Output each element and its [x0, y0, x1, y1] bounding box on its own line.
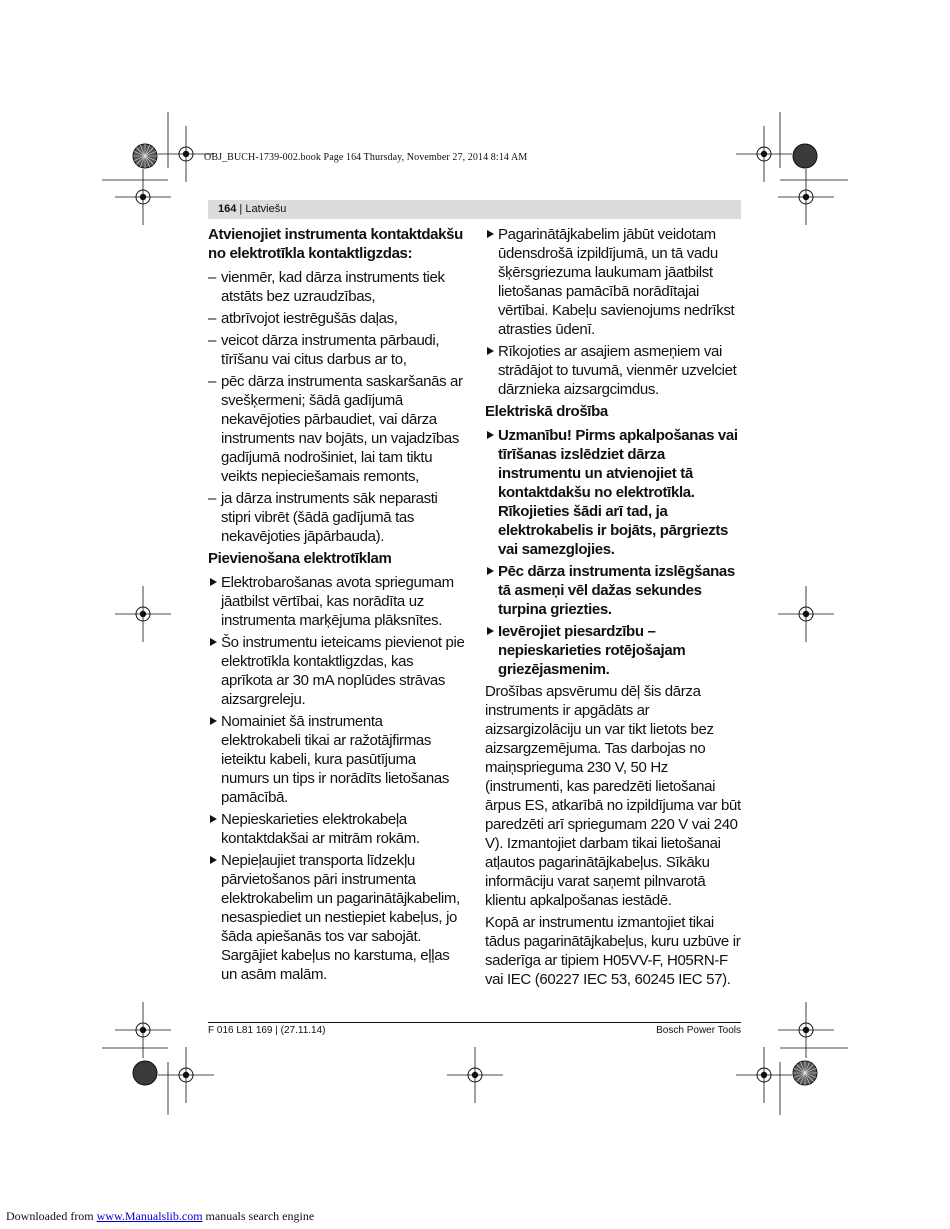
extension-cable-paragraph: Kopā ar instrumentu izmantojiet tikai tādus pagarinātājkabeļus, kuru uzbūve ir saderīga ar tipiem H05VV-F, H05RN-F vai IEC (60227 IEC 53, 60245 IEC 57). [485, 914, 741, 988]
download-prefix: Downloaded from [6, 1209, 97, 1223]
mains-item: Nomainiet šā instrumenta elektrokabeli tikai ar ražotājfirmas ieteiktu kabeli, kura pasūtījuma numurs un tips ir norādīts lietošanas pamācībā. [208, 712, 466, 807]
mains-item: Elektrobarošanas avota spriegumam jāatbilst vērtībai, kas norādīta uz instrumenta marķējuma plāksnītes. [208, 573, 466, 630]
disconnect-item: – vienmēr, kad dārza instruments tiek atstāts bez uzraudzības, [208, 268, 466, 306]
mains-item: Nepieļaujiet transporta līdzekļu pārvietošanos pāri instrumenta elektrokabelim un pagarinātājkabelim, nesaspiediet un nestiepiet kabeļus, jo šāda apiešanās tos var sabojāt. Sargājiet kabeļus no karstuma, eļļas un asām malām. [208, 851, 466, 984]
right-column [485, 225, 743, 992]
footer-rule [208, 1022, 741, 1023]
disconnect-item: – veicot dārza instrumenta pārbaudi, tīrīšanu vai citus darbus ar to, [208, 331, 466, 369]
footer-brand: Bosch Power Tools [656, 1025, 741, 1036]
disconnect-item: – pēc dārza instrumenta saskaršanās ar svešķermeni; šādā gadījumā nekavējoties pārbaudiet, vai dārza instruments nav bojāts, un vajadzības gadījumā nodrošiniet, lai tam tiktu veikts nepieciešamais remonts, [208, 372, 466, 486]
disconnect-heading: Atvienojiet instrumenta kontaktdakšu no elektrotīkla kontaktligzdas: [208, 226, 463, 262]
header-language: Latviešu [245, 203, 287, 215]
page-header-bar [208, 200, 741, 219]
manualslib-link[interactable]: www.Manualslib.com [96, 1209, 203, 1223]
mains-item: Šo instrumentu ieteicams pievienot pie elektrotīkla kontaktligzdas, kas aprīkota ar 30 mA noplūdes strāvas aizsargreleju. [208, 633, 466, 709]
safety-item: Pagarinātājkabelim jābūt veidotam ūdensdrošā izpildījumā, un tā vadu šķērsgriezuma laukumam jāatbilst lietošanas pamācībā norādītajai vērtībai. Kabeļu savienojums nedrīkst atrasties ūdenī. [485, 225, 743, 339]
safety-item: Rīkojoties ar asajiem asmeņiem vai strādājot to tuvumā, vienmēr uzvelciet dārznieka aizsargcimdus. [485, 342, 743, 399]
electrical-item: Pēc dārza instrumenta izslēgšanas tā asmeņi vēl dažas sekundes turpina griezties. [485, 562, 743, 619]
electrical-heading: Elektriskā drošība [485, 403, 608, 420]
download-note [6, 1209, 314, 1224]
electrical-item: Ievērojiet piesardzību – nepieskarieties rotējošajam griezējasmenim. [485, 622, 743, 679]
footer-doc-code: F 016 L81 169 | (27.11.14) [208, 1025, 326, 1036]
download-suffix: manuals search engine [202, 1209, 315, 1223]
page-header [218, 203, 286, 216]
electrical-item: Uzmanību! Pirms apkalpošanas vai tīrīšanas izslēdziet dārza instrumentu un atvienojiet tā kontaktdakšu no elektrotīkla. Rīkojieties šādi arī tad, ja elektrokabelis ir bojāts, pārgriezts vai samezglojies. [485, 426, 743, 559]
page-number: 164 [218, 203, 237, 215]
mains-item: Nepieskarieties elektrokabeļa kontaktdakšai ar mitrām rokām. [208, 810, 466, 848]
disconnect-item: – ja dārza instruments sāk neparasti stipri vibrēt (šādā gadījumā tas nekavējoties jāpārbauda). [208, 489, 466, 546]
mains-heading: Pievienošana elektrotīklam [208, 550, 392, 567]
header-separator: | [236, 203, 246, 215]
disconnect-item: – atbrīvojot iestrēgušās daļas, [208, 309, 466, 328]
left-column [208, 225, 466, 987]
insulation-paragraph: Drošības apsvērumu dēļ šis dārza instruments ir apgādāts ar aizsargizolāciju un var tikt lietots bez aizsargzemējuma. Tas darbojas no maiņsprieguma 230 V, 50 Hz (instrumenti, kas paredzēti lietošanai ārpus ES, atkarībā no izpildījuma var būt paredzēti arī spriegumam 220 V vai 240 V). Izmantojiet darbam tikai lietošanai atļautos pagarinātājkabeļus. Sīkāku informāciju varat saņemt pilnvarotā klientu apkalpošanas iestādē. [485, 683, 741, 909]
book-info-line: OBJ_BUCH-1739-002.book Page 164 Thursday, November 27, 2014 8:14 AM [204, 152, 528, 163]
